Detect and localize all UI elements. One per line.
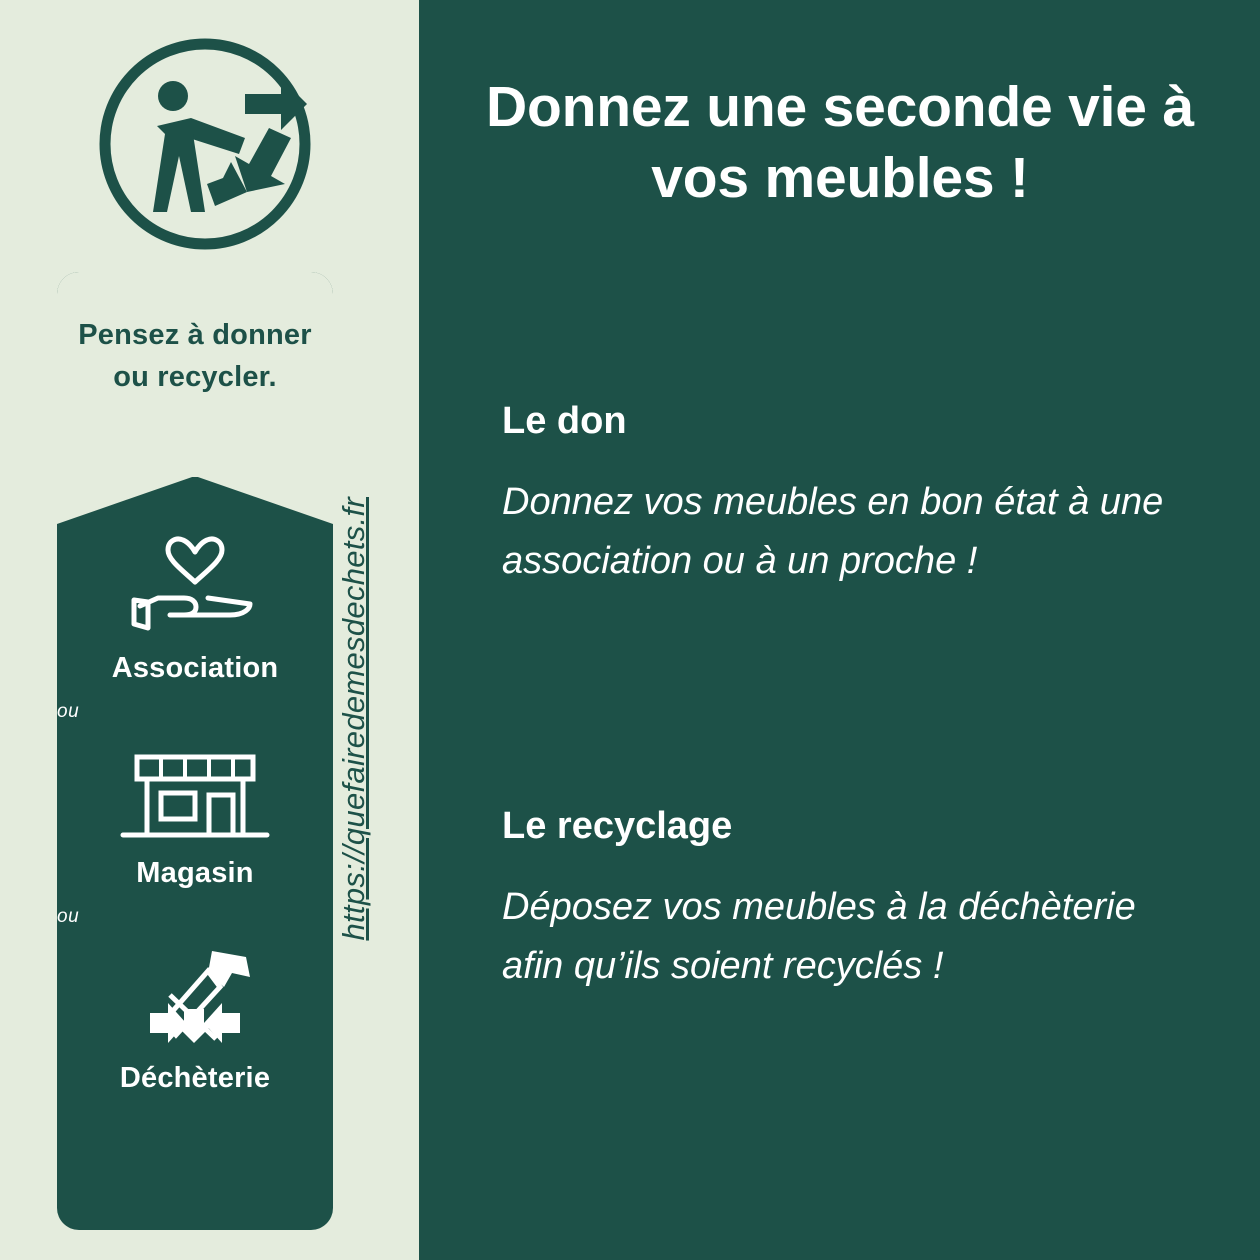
steps-list: [57, 534, 333, 1095]
section-body-recyclage: Déposez vos meubles à la déchèterie afin qu’ils soient recyclés !: [502, 886, 1136, 987]
recycling-person-icon: [95, 34, 315, 254]
section-title-recyclage: Le recyclage: [502, 805, 733, 847]
left-panel: [0, 0, 419, 1260]
website-url[interactable]: https://quefairedemesdechets.fr: [336, 497, 371, 941]
right-panel: [419, 0, 1260, 1260]
shop-icon: [57, 739, 333, 847]
step-magasin: [57, 739, 333, 890]
step-label-decheterie: Déchèterie: [119, 1062, 271, 1094]
steps-column: [57, 272, 333, 1230]
step-separator-1: ou: [57, 701, 80, 722]
step-association: [57, 534, 333, 685]
section-title-don: Le don: [502, 400, 627, 442]
recycling-center-icon: [57, 944, 333, 1052]
step-decheterie: [57, 944, 333, 1095]
section-body-don: Donnez vos meubles en bon état à une association ou à un proche !: [502, 481, 1164, 582]
page-title: Donnez une seconde vie à vos meubles !: [486, 75, 1194, 211]
advice-banner-text: Pensez à donner ou recycler.: [78, 319, 312, 394]
section-recyclage: [502, 805, 1222, 996]
step-label-association: Association: [111, 652, 279, 684]
section-don: [502, 400, 1222, 591]
step-separator-2: ou: [57, 906, 80, 927]
hand-heart-icon: [57, 534, 333, 642]
advice-banner: [57, 272, 333, 522]
step-label-magasin: Magasin: [136, 857, 254, 889]
